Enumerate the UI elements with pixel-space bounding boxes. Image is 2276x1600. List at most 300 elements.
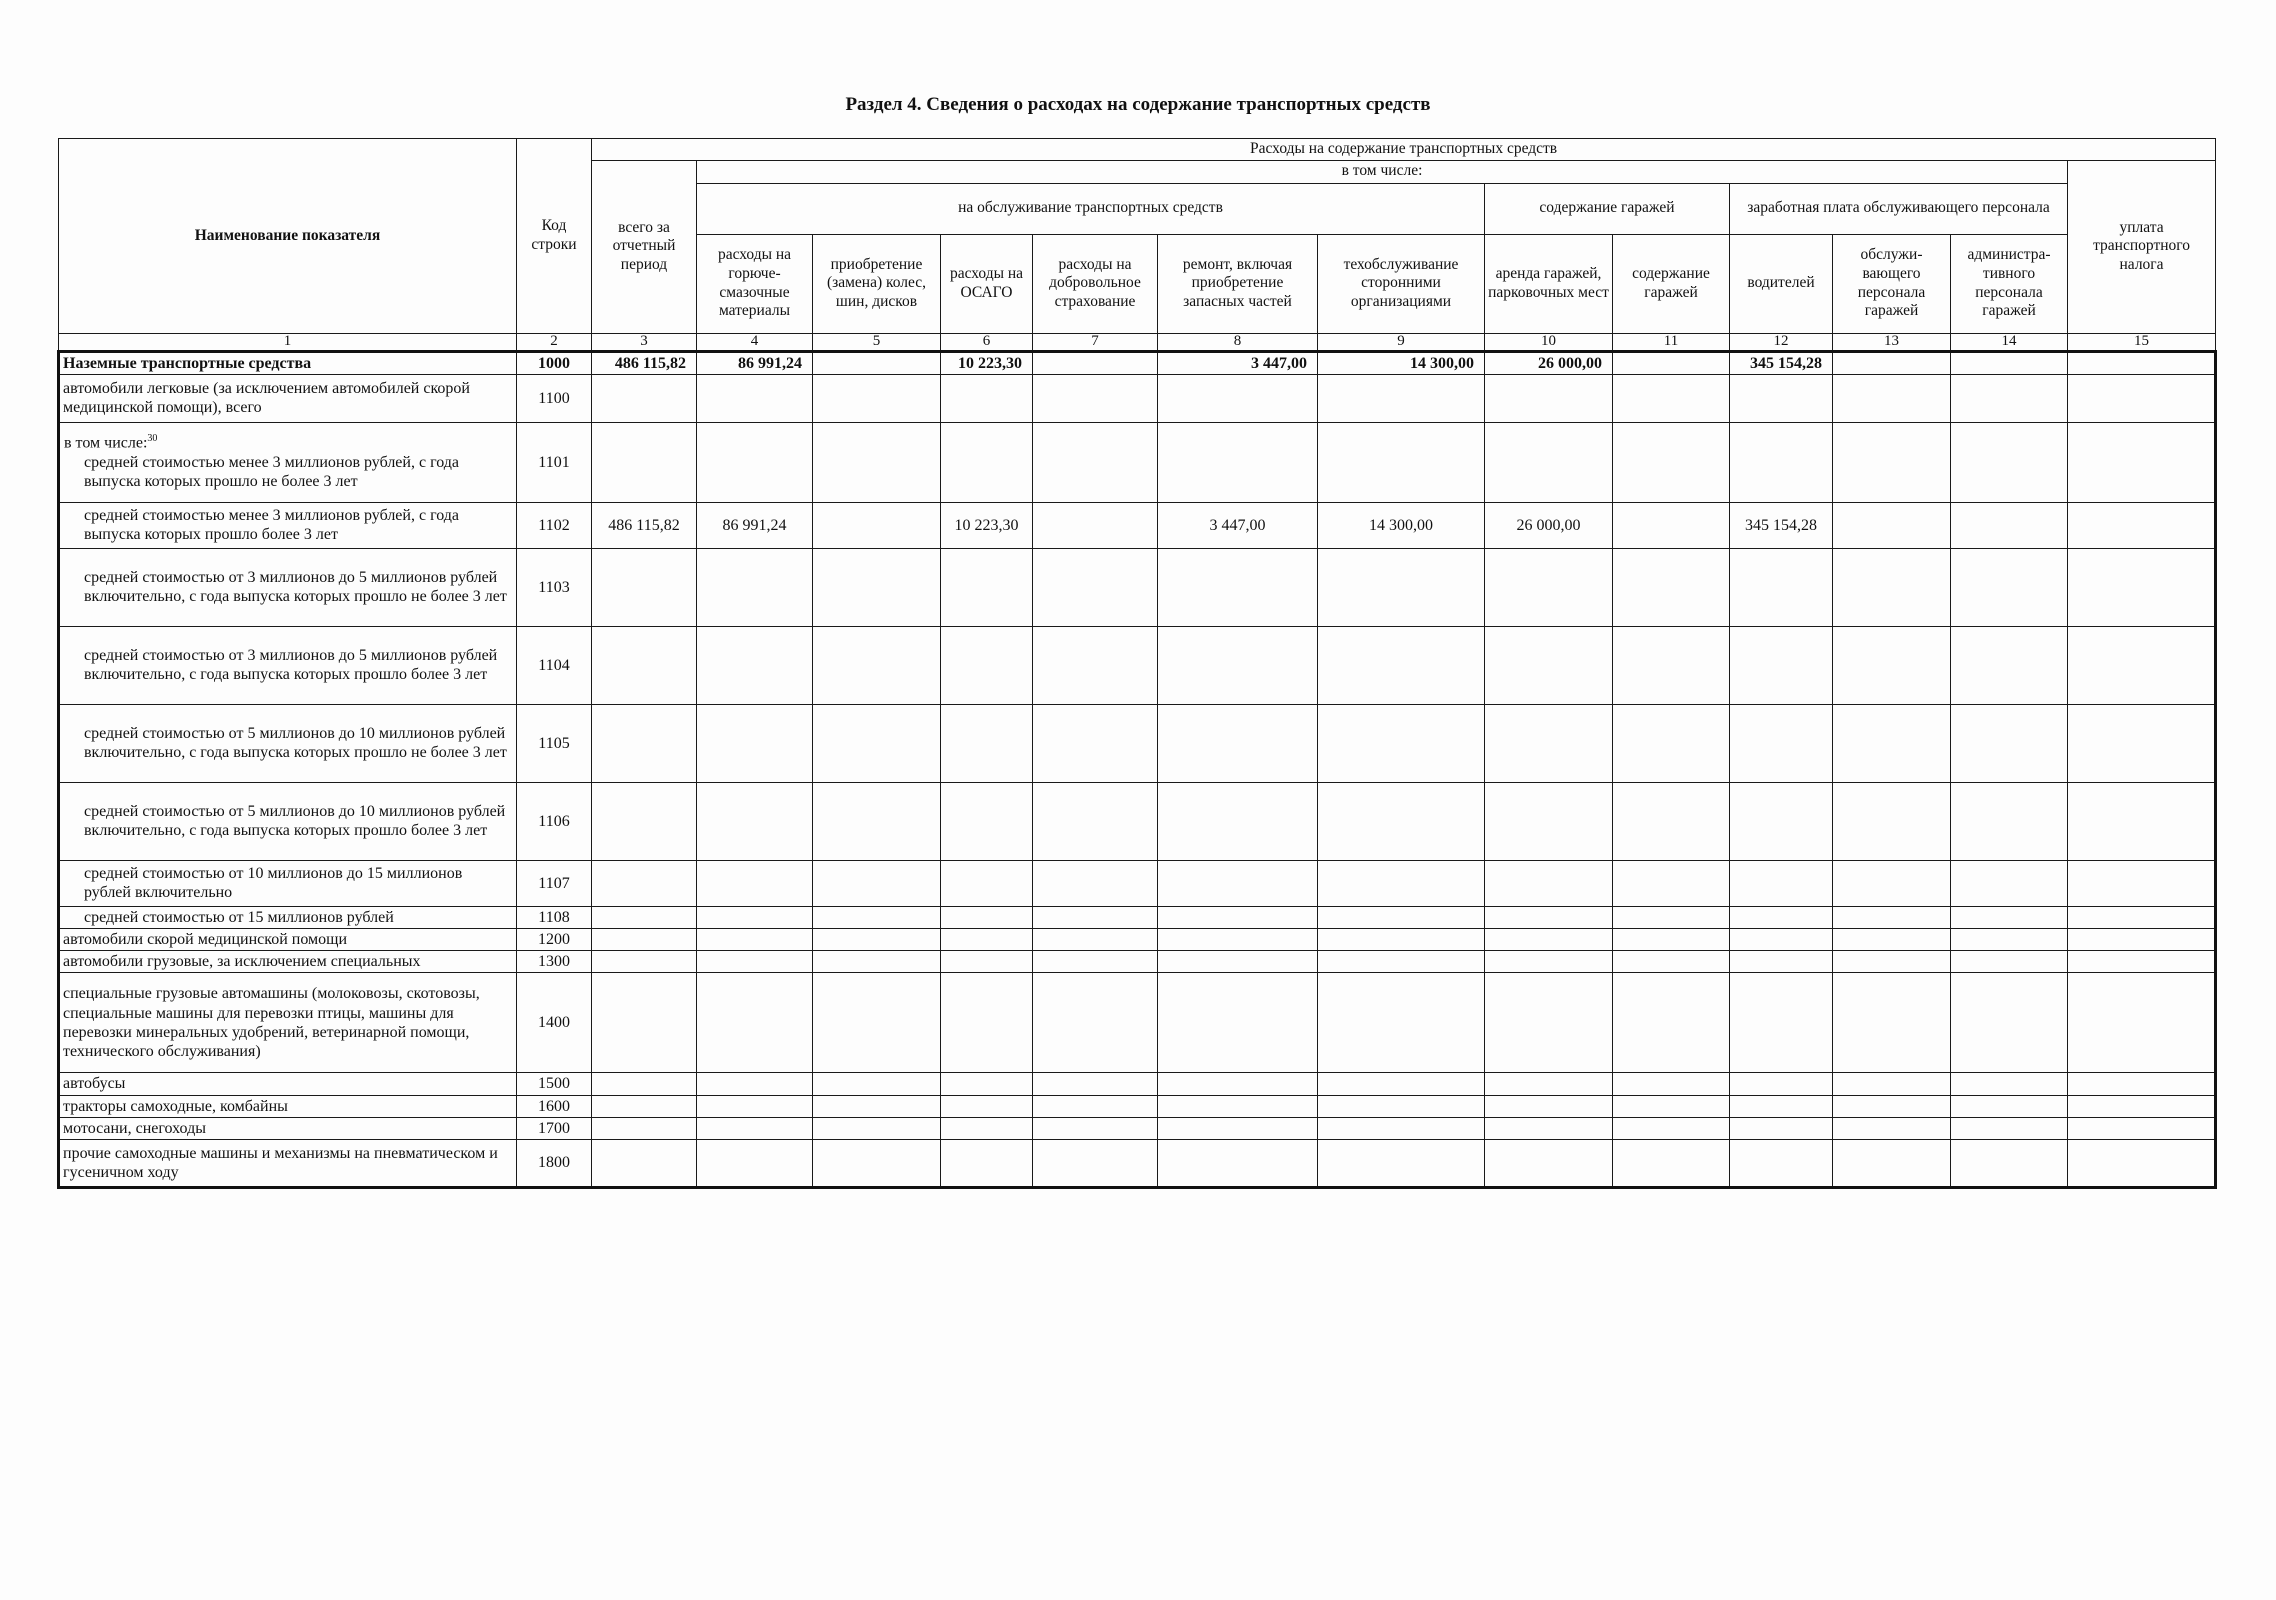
cell-col-6: 10 223,30 — [941, 351, 1033, 374]
cell-col-7 — [1033, 973, 1158, 1073]
cell-col-8 — [1158, 626, 1318, 704]
column-number: 1 — [59, 333, 517, 351]
cell-col-7 — [1033, 906, 1158, 928]
cell-col-15 — [2068, 374, 2216, 422]
cell-col-13 — [1833, 973, 1951, 1073]
cell-col-7 — [1033, 351, 1158, 374]
cell-col-6 — [941, 626, 1033, 704]
row-name-prefix-text: в том числе: — [64, 434, 148, 452]
cell-col-6 — [941, 1095, 1033, 1117]
row-code: 1100 — [517, 374, 592, 422]
cell-col-14 — [1951, 782, 2068, 860]
cell-col-9 — [1318, 1117, 1485, 1139]
row-code: 1106 — [517, 782, 592, 860]
row-code: 1400 — [517, 973, 592, 1073]
row-name: прочие самоходные машины и механизмы на пневматическом и гусеничном ходу — [59, 1139, 517, 1187]
cell-col-6: 10 223,30 — [941, 502, 1033, 548]
cell-col-12 — [1730, 422, 1833, 502]
cell-col-15 — [2068, 1139, 2216, 1187]
cell-col-5 — [813, 928, 941, 950]
cell-col-11 — [1613, 906, 1730, 928]
cell-col-8 — [1158, 860, 1318, 906]
cell-col-9 — [1318, 951, 1485, 973]
cell-col-11 — [1613, 1095, 1730, 1117]
cell-col-4 — [697, 626, 813, 704]
cell-col-12 — [1730, 1139, 1833, 1187]
cell-col-11 — [1613, 1117, 1730, 1139]
table-row — [59, 973, 2216, 1073]
row-name: средней стоимостью от 10 миллионов до 15 миллионов рублей включительно — [59, 860, 517, 906]
cell-col-6 — [941, 928, 1033, 950]
table-body — [59, 351, 2216, 1187]
column-number: 12 — [1730, 333, 1833, 351]
cell-col-10 — [1485, 704, 1613, 782]
row-code: 1700 — [517, 1117, 592, 1139]
cell-col-7 — [1033, 860, 1158, 906]
cell-col-13 — [1833, 626, 1951, 704]
cell-col-12 — [1730, 951, 1833, 973]
row-name: средней стоимостью от 3 миллионов до 5 миллионов рублей включительно, с года выпуска которых прошло не более 3 лет — [59, 548, 517, 626]
cell-col-15 — [2068, 502, 2216, 548]
cell-col-14 — [1951, 374, 2068, 422]
table-row — [59, 782, 2216, 860]
header-drivers: водителей — [1730, 234, 1833, 333]
cell-col-6 — [941, 860, 1033, 906]
cell-col-10 — [1485, 906, 1613, 928]
cell-col-12 — [1730, 626, 1833, 704]
cell-col-4 — [697, 951, 813, 973]
column-number: 11 — [1613, 333, 1730, 351]
cell-col-4 — [697, 422, 813, 502]
cell-col-9 — [1318, 906, 1485, 928]
cell-col-3 — [592, 548, 697, 626]
row-name-prefix — [64, 433, 513, 453]
header-service-staff: обслужи-вающего персонала гаражей — [1833, 234, 1951, 333]
cell-col-11 — [1613, 782, 1730, 860]
cell-col-9 — [1318, 626, 1485, 704]
cell-col-10 — [1485, 374, 1613, 422]
cell-col-7 — [1033, 704, 1158, 782]
cell-col-9: 14 300,00 — [1318, 351, 1485, 374]
row-name: автомобили грузовые, за исключением специальных — [59, 951, 517, 973]
row-code: 1105 — [517, 704, 592, 782]
cell-col-3 — [592, 928, 697, 950]
cell-col-4 — [697, 1117, 813, 1139]
cell-col-14 — [1951, 928, 2068, 950]
cell-col-8 — [1158, 1073, 1318, 1095]
cell-col-14 — [1951, 704, 2068, 782]
cell-col-5 — [813, 351, 941, 374]
cell-col-5 — [813, 1139, 941, 1187]
header-garage-group: содержание гаражей — [1485, 183, 1730, 234]
column-number: 5 — [813, 333, 941, 351]
cell-col-7 — [1033, 548, 1158, 626]
cell-col-10 — [1485, 1139, 1613, 1187]
cell-col-12 — [1730, 782, 1833, 860]
header-service-group: на обслуживание транспортных средств — [697, 183, 1485, 234]
column-number: 6 — [941, 333, 1033, 351]
cell-col-10 — [1485, 1095, 1613, 1117]
cell-col-11 — [1613, 928, 1730, 950]
cell-col-12 — [1730, 548, 1833, 626]
table-row — [59, 1139, 2216, 1187]
cell-col-8 — [1158, 906, 1318, 928]
cell-col-3 — [592, 704, 697, 782]
cell-col-6 — [941, 704, 1033, 782]
cell-col-6 — [941, 422, 1033, 502]
row-code: 1104 — [517, 626, 592, 704]
cell-col-12: 345 154,28 — [1730, 502, 1833, 548]
cell-col-14 — [1951, 422, 2068, 502]
cell-col-15 — [2068, 351, 2216, 374]
cell-col-7 — [1033, 626, 1158, 704]
cell-col-5 — [813, 704, 941, 782]
table-row — [59, 860, 2216, 906]
row-name-text: средней стоимостью менее 3 миллионов рублей, с года выпуска которых прошло не более 3 лет — [84, 453, 460, 491]
cell-col-5 — [813, 782, 941, 860]
column-number: 7 — [1033, 333, 1158, 351]
cell-col-11 — [1613, 422, 1730, 502]
cell-col-3 — [592, 860, 697, 906]
row-code: 1101 — [517, 422, 592, 502]
row-name: средней стоимостью от 5 миллионов до 10 миллионов рублей включительно, с года выпуска которых прошло не более 3 лет — [59, 704, 517, 782]
cell-col-14 — [1951, 1117, 2068, 1139]
cell-col-8 — [1158, 1095, 1318, 1117]
cell-col-9 — [1318, 782, 1485, 860]
cell-col-13 — [1833, 906, 1951, 928]
cell-col-6 — [941, 548, 1033, 626]
cell-col-8 — [1158, 374, 1318, 422]
cell-col-10 — [1485, 951, 1613, 973]
cell-col-13 — [1833, 374, 1951, 422]
cell-col-11 — [1613, 1139, 1730, 1187]
row-name: специальные грузовые автомашины (молоковозы, скотовозы, специальные машины для перевозки птицы, машины для перевозки минеральных удобрений, ветеринарной помощи, технического обслуживания) — [59, 973, 517, 1073]
cell-col-9 — [1318, 548, 1485, 626]
row-code: 1102 — [517, 502, 592, 548]
row-name: тракторы самоходные, комбайны — [59, 1095, 517, 1117]
header-insurance: расходы на добровольное страхование — [1033, 234, 1158, 333]
cell-col-3 — [592, 1095, 697, 1117]
cell-col-13 — [1833, 951, 1951, 973]
cell-col-9 — [1318, 374, 1485, 422]
cell-col-14 — [1951, 351, 2068, 374]
cell-col-9 — [1318, 422, 1485, 502]
cell-col-12: 345 154,28 — [1730, 351, 1833, 374]
cell-col-8 — [1158, 951, 1318, 973]
cell-col-13 — [1833, 1095, 1951, 1117]
row-code: 1600 — [517, 1095, 592, 1117]
cell-col-12 — [1730, 1095, 1833, 1117]
cell-col-14 — [1951, 973, 2068, 1073]
table-row — [59, 1117, 2216, 1139]
header-including: в том числе: — [697, 160, 2068, 183]
cell-col-11 — [1613, 1073, 1730, 1095]
cell-col-8 — [1158, 782, 1318, 860]
column-number: 15 — [2068, 333, 2216, 351]
header-rent: аренда гаражей, парковочных мест — [1485, 234, 1613, 333]
cell-col-15 — [2068, 548, 2216, 626]
row-name: автомобили скорой медицинской помощи — [59, 928, 517, 950]
row-name: средней стоимостью от 3 миллионов до 5 миллионов рублей включительно, с года выпуска которых прошло более 3 лет — [59, 626, 517, 704]
cell-col-14 — [1951, 951, 2068, 973]
header-osago: расходы на ОСАГО — [941, 234, 1033, 333]
cell-col-10 — [1485, 626, 1613, 704]
cell-col-9 — [1318, 928, 1485, 950]
cell-col-12 — [1730, 1073, 1833, 1095]
cell-col-5 — [813, 626, 941, 704]
cell-col-15 — [2068, 422, 2216, 502]
cell-col-4 — [697, 928, 813, 950]
cell-col-11 — [1613, 860, 1730, 906]
cell-col-15 — [2068, 951, 2216, 973]
footnote-mark: 30 — [147, 433, 158, 445]
row-name: автобусы — [59, 1073, 517, 1095]
table-row — [59, 1073, 2216, 1095]
cell-col-9 — [1318, 973, 1485, 1073]
column-number: 3 — [592, 333, 697, 351]
cell-col-15 — [2068, 973, 2216, 1073]
cell-col-14 — [1951, 1073, 2068, 1095]
header-admin-staff: администра-тивного персонала гаражей — [1951, 234, 2068, 333]
cell-col-7 — [1033, 1073, 1158, 1095]
cell-col-4 — [697, 374, 813, 422]
cell-col-13 — [1833, 1139, 1951, 1187]
row-code: 1103 — [517, 548, 592, 626]
cell-col-13 — [1833, 502, 1951, 548]
column-number: 14 — [1951, 333, 2068, 351]
row-code: 1000 — [517, 351, 592, 374]
cell-col-5 — [813, 1095, 941, 1117]
cell-col-10: 26 000,00 — [1485, 502, 1613, 548]
cell-col-13 — [1833, 548, 1951, 626]
cell-col-14 — [1951, 1139, 2068, 1187]
cell-col-12 — [1730, 973, 1833, 1073]
row-code: 1200 — [517, 928, 592, 950]
table-row — [59, 351, 2216, 374]
row-name: Наземные транспортные средства — [59, 351, 517, 374]
table-row — [59, 951, 2216, 973]
cell-col-13 — [1833, 1117, 1951, 1139]
cell-col-3 — [592, 951, 697, 973]
cell-col-9: 14 300,00 — [1318, 502, 1485, 548]
row-code: 1500 — [517, 1073, 592, 1095]
cell-col-8 — [1158, 1117, 1318, 1139]
cell-col-5 — [813, 906, 941, 928]
column-number: 4 — [697, 333, 813, 351]
header-repair: ремонт, включая приобретение запасных частей — [1158, 234, 1318, 333]
header-fuel: расходы на горюче-смазочные материалы — [697, 234, 813, 333]
cell-col-5 — [813, 422, 941, 502]
cell-col-15 — [2068, 928, 2216, 950]
cell-col-3 — [592, 626, 697, 704]
cell-col-8: 3 447,00 — [1158, 351, 1318, 374]
cell-col-3 — [592, 973, 697, 1073]
cell-col-3 — [592, 1139, 697, 1187]
cell-col-6 — [941, 782, 1033, 860]
cell-col-13 — [1833, 351, 1951, 374]
cell-col-5 — [813, 973, 941, 1073]
cell-col-4: 86 991,24 — [697, 351, 813, 374]
cell-col-6 — [941, 1117, 1033, 1139]
cell-col-6 — [941, 1139, 1033, 1187]
cell-col-15 — [2068, 704, 2216, 782]
cell-col-6 — [941, 1073, 1033, 1095]
cell-col-12 — [1730, 704, 1833, 782]
cell-col-4: 86 991,24 — [697, 502, 813, 548]
cell-col-7 — [1033, 928, 1158, 950]
cell-col-15 — [2068, 1073, 2216, 1095]
cell-col-7 — [1033, 782, 1158, 860]
cell-col-13 — [1833, 782, 1951, 860]
row-code: 1800 — [517, 1139, 592, 1187]
cell-col-8 — [1158, 548, 1318, 626]
cell-col-7 — [1033, 502, 1158, 548]
cell-col-7 — [1033, 1117, 1158, 1139]
cell-col-15 — [2068, 1095, 2216, 1117]
cell-col-10 — [1485, 422, 1613, 502]
cell-col-9 — [1318, 1073, 1485, 1095]
cell-col-11 — [1613, 973, 1730, 1073]
cell-col-10 — [1485, 1073, 1613, 1095]
cell-col-13 — [1833, 1073, 1951, 1095]
cell-col-9 — [1318, 860, 1485, 906]
cell-col-4 — [697, 973, 813, 1073]
header-expenses-group: Расходы на содержание транспортных средств — [592, 139, 2216, 161]
cell-col-15 — [2068, 782, 2216, 860]
header-maintenance: техобслуживание сторонними организациями — [1318, 234, 1485, 333]
cell-col-14 — [1951, 626, 2068, 704]
cell-col-15 — [2068, 626, 2216, 704]
column-numbers-row — [59, 333, 2216, 351]
cell-col-11 — [1613, 626, 1730, 704]
cell-col-3: 486 115,82 — [592, 502, 697, 548]
cell-col-5 — [813, 374, 941, 422]
page-title: Раздел 4. Сведения о расходах на содержание транспортных средств — [845, 94, 1431, 115]
cell-col-9 — [1318, 1095, 1485, 1117]
cell-col-7 — [1033, 951, 1158, 973]
cell-col-8 — [1158, 928, 1318, 950]
column-number: 13 — [1833, 333, 1951, 351]
cell-col-10 — [1485, 928, 1613, 950]
cell-col-8 — [1158, 973, 1318, 1073]
cell-col-9 — [1318, 1139, 1485, 1187]
cell-col-8 — [1158, 422, 1318, 502]
header-tires: приобретение (замена) колес, шин, дисков — [813, 234, 941, 333]
cell-col-11 — [1613, 502, 1730, 548]
column-number: 2 — [517, 333, 592, 351]
cell-col-11 — [1613, 951, 1730, 973]
cell-col-3: 486 115,82 — [592, 351, 697, 374]
cell-col-5 — [813, 1073, 941, 1095]
cell-col-4 — [697, 1073, 813, 1095]
header-code: Код строки — [517, 139, 592, 334]
cell-col-3 — [592, 1117, 697, 1139]
row-name — [59, 422, 517, 502]
cell-col-14 — [1951, 1095, 2068, 1117]
cell-col-9 — [1318, 704, 1485, 782]
cell-col-3 — [592, 782, 697, 860]
cell-col-4 — [697, 1095, 813, 1117]
row-name: мотосани, снегоходы — [59, 1117, 517, 1139]
cell-col-13 — [1833, 422, 1951, 502]
cell-col-6 — [941, 906, 1033, 928]
cell-col-8 — [1158, 704, 1318, 782]
cell-col-11 — [1613, 351, 1730, 374]
table-row — [59, 1095, 2216, 1117]
cell-col-4 — [697, 1139, 813, 1187]
cell-col-10 — [1485, 1117, 1613, 1139]
table-row — [59, 928, 2216, 950]
cell-col-14 — [1951, 548, 2068, 626]
cell-col-10 — [1485, 782, 1613, 860]
cell-col-12 — [1730, 1117, 1833, 1139]
cell-col-4 — [697, 704, 813, 782]
cell-col-6 — [941, 374, 1033, 422]
cell-col-3 — [592, 374, 697, 422]
row-name: средней стоимостью от 5 миллионов до 10 миллионов рублей включительно, с года выпуска которых прошло более 3 лет — [59, 782, 517, 860]
cell-col-3 — [592, 906, 697, 928]
cell-col-8 — [1158, 1139, 1318, 1187]
column-number: 8 — [1158, 333, 1318, 351]
table-row — [59, 626, 2216, 704]
cell-col-13 — [1833, 860, 1951, 906]
cell-col-7 — [1033, 1095, 1158, 1117]
transport-expenses-table — [57, 138, 2217, 1189]
cell-col-4 — [697, 548, 813, 626]
header-tax: уплата транспортного налога — [2068, 160, 2216, 333]
table-row — [59, 422, 2216, 502]
header-name: Наименование показателя — [59, 139, 517, 334]
cell-col-6 — [941, 951, 1033, 973]
cell-col-12 — [1730, 374, 1833, 422]
cell-col-14 — [1951, 502, 2068, 548]
cell-col-4 — [697, 906, 813, 928]
cell-col-5 — [813, 860, 941, 906]
table-row — [59, 502, 2216, 548]
cell-col-5 — [813, 548, 941, 626]
cell-col-11 — [1613, 704, 1730, 782]
column-number: 9 — [1318, 333, 1485, 351]
row-code: 1108 — [517, 906, 592, 928]
cell-col-4 — [697, 782, 813, 860]
row-code: 1107 — [517, 860, 592, 906]
cell-col-15 — [2068, 1117, 2216, 1139]
table-row — [59, 906, 2216, 928]
column-number: 10 — [1485, 333, 1613, 351]
row-name: автомобили легковые (за исключением автомобилей скорой медицинской помощи), всего — [59, 374, 517, 422]
cell-col-15 — [2068, 860, 2216, 906]
cell-col-3 — [592, 1073, 697, 1095]
header-salary-group: заработная плата обслуживающего персонала — [1730, 183, 2068, 234]
header-garage-upkeep: содержание гаражей — [1613, 234, 1730, 333]
cell-col-12 — [1730, 860, 1833, 906]
table-row — [59, 548, 2216, 626]
cell-col-3 — [592, 422, 697, 502]
table-row — [59, 374, 2216, 422]
cell-col-7 — [1033, 374, 1158, 422]
cell-col-14 — [1951, 906, 2068, 928]
cell-col-15 — [2068, 906, 2216, 928]
row-code: 1300 — [517, 951, 592, 973]
cell-col-10 — [1485, 860, 1613, 906]
cell-col-13 — [1833, 928, 1951, 950]
cell-col-5 — [813, 1117, 941, 1139]
header-total: всего за отчетный период — [592, 160, 697, 333]
cell-col-14 — [1951, 860, 2068, 906]
cell-col-5 — [813, 502, 941, 548]
cell-col-10: 26 000,00 — [1485, 351, 1613, 374]
cell-col-12 — [1730, 906, 1833, 928]
